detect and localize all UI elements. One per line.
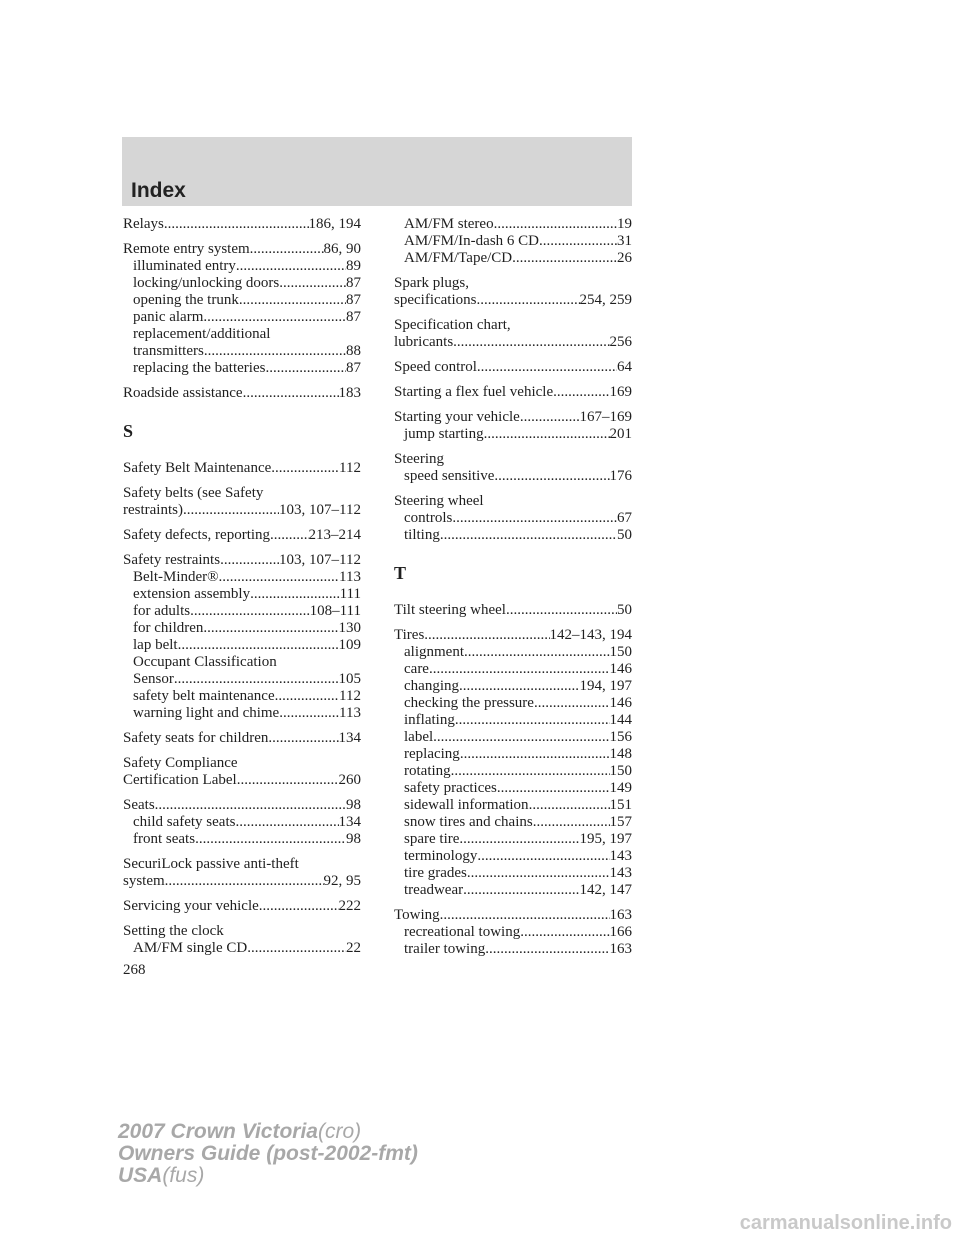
index-subentry [123, 275, 361, 292]
dot-leader [440, 907, 610, 924]
index-entry [123, 552, 361, 569]
entry-page-ref: 31 [617, 233, 632, 249]
dot-leader [268, 730, 338, 747]
dot-leader [440, 527, 617, 544]
index-subentry [394, 216, 632, 233]
index-subentry [123, 343, 361, 360]
entry-page-ref: 87 [346, 360, 361, 376]
dot-leader [235, 814, 338, 831]
index-entry [123, 460, 361, 477]
entry-term: controls [404, 510, 453, 526]
entry-term: care [404, 661, 429, 677]
dot-leader [459, 678, 580, 695]
entry-page-ref: 151 [609, 797, 632, 813]
entry-page-ref: 88 [346, 343, 361, 359]
index-subentry: Occupant Classification [133, 654, 277, 670]
dot-leader [520, 924, 609, 941]
dot-leader [453, 334, 609, 351]
index-subentry [123, 258, 361, 275]
entry-term: trailer towing [404, 941, 486, 957]
index-entry: Steering [394, 451, 444, 467]
entry-term: specifications [394, 292, 477, 308]
index-subentry [394, 763, 632, 780]
entry-term: transmitters [133, 343, 204, 359]
entry-page-ref: 112 [339, 688, 361, 704]
entry-page-ref: 89 [346, 258, 361, 274]
dot-leader [178, 637, 339, 654]
entry-term: speed sensitive [404, 468, 495, 484]
entry-term: replacing the batteries [133, 360, 266, 376]
entry-term: panic alarm [133, 309, 204, 325]
dot-leader [467, 865, 610, 882]
entry-page-ref: 19 [617, 216, 632, 232]
document-footer [118, 1121, 418, 1187]
entry-page-ref: 150 [609, 644, 632, 660]
dot-leader [506, 602, 617, 619]
index-entry [123, 216, 361, 233]
index-entry [394, 359, 632, 376]
index-entry [123, 797, 361, 814]
entry-page-ref: 144 [609, 712, 632, 728]
dot-leader [433, 729, 609, 746]
index-subentry [394, 831, 632, 848]
dot-leader [529, 797, 610, 814]
index-entry [394, 627, 632, 644]
entry-term: Seats [123, 797, 155, 813]
entry-page-ref: 142, 147 [579, 882, 632, 898]
entry-term: AM/FM/Tape/CD [404, 250, 513, 266]
entry-term: inflating [404, 712, 455, 728]
dot-leader [539, 233, 617, 250]
index-subentry [394, 468, 632, 485]
dot-leader [512, 250, 617, 267]
entry-term: AM/FM stereo [404, 216, 494, 232]
entry-page-ref: 64 [617, 359, 632, 375]
index-entry [123, 527, 361, 544]
footer-market: USA [118, 1164, 163, 1187]
index-column-right [394, 216, 632, 958]
index-subentry [123, 569, 361, 586]
index-entry [123, 730, 361, 747]
dot-leader [279, 705, 339, 722]
entry-term: AM/FM/In-dash 6 CD [404, 233, 540, 249]
entry-page-ref: 108–111 [309, 603, 361, 619]
entry-term: Roadside assistance [123, 385, 243, 401]
entry-page-ref: 169 [609, 384, 632, 400]
index-subentry [394, 661, 632, 678]
index-subentry [123, 671, 361, 688]
dot-leader [220, 552, 279, 569]
dot-leader [279, 275, 346, 292]
entry-term: Servicing your vehicle [123, 898, 259, 914]
dot-leader [250, 241, 324, 258]
index-entry [123, 385, 361, 402]
dot-leader [520, 409, 580, 426]
footer-guide: Owners Guide (post-2002-fmt) [118, 1142, 418, 1165]
entry-term: Starting a flex fuel vehicle [394, 384, 554, 400]
entry-page-ref: 103, 107–112 [279, 502, 361, 518]
index-subentry [123, 831, 361, 848]
entry-term: Tires [394, 627, 425, 643]
dot-leader [459, 831, 579, 848]
entry-term: recreational towing [404, 924, 521, 940]
entry-term: Safety restraints [123, 552, 221, 568]
index-entry: Steering wheel [394, 493, 484, 509]
dot-leader [271, 460, 339, 477]
index-subentry [394, 865, 632, 882]
dot-leader [183, 502, 279, 519]
entry-page-ref: 146 [609, 661, 632, 677]
index-entry [123, 898, 361, 915]
entry-page-ref: 22 [346, 940, 361, 956]
dot-leader [203, 620, 338, 637]
entry-page-ref: 50 [617, 602, 632, 618]
index-section-letter: S [123, 421, 134, 441]
index-entry [394, 384, 632, 401]
index-subentry [394, 712, 632, 729]
entry-page-ref: 112 [339, 460, 361, 476]
entry-page-ref: 105 [338, 671, 361, 687]
index-subentry: replacement/additional [133, 326, 271, 342]
entry-page-ref: 87 [346, 309, 361, 325]
dot-leader [460, 746, 610, 763]
dot-leader [477, 848, 609, 865]
dot-leader [174, 671, 339, 688]
index-entry [394, 334, 632, 351]
entry-term: safety belt maintenance [133, 688, 275, 704]
entry-page-ref: 166 [609, 924, 632, 940]
entry-term: spare tire [404, 831, 460, 847]
entry-page-ref: 92, 95 [323, 873, 361, 889]
entry-term: system [123, 873, 165, 889]
entry-page-ref: 254, 259 [579, 292, 632, 308]
entry-page-ref: 87 [346, 275, 361, 291]
entry-page-ref: 176 [609, 468, 632, 484]
entry-page-ref: 130 [338, 620, 361, 636]
entry-page-ref: 195, 197 [579, 831, 632, 847]
entry-term: Safety Belt Maintenance [123, 460, 272, 476]
entry-term: jump starting [404, 426, 484, 442]
index-subentry [123, 688, 361, 705]
dot-leader [476, 292, 579, 309]
watermark: carmanualsonline.info [739, 1212, 952, 1234]
dot-leader [247, 940, 346, 957]
index-subentry [394, 780, 632, 797]
entry-term: for adults [133, 603, 191, 619]
index-entry: Specification chart, [394, 317, 511, 333]
index-entry [123, 502, 361, 519]
entry-term: tire grades [404, 865, 467, 881]
dot-leader [265, 360, 346, 377]
entry-page-ref: 26 [617, 250, 632, 266]
dot-leader [494, 216, 617, 233]
dot-leader [155, 797, 346, 814]
entry-term: child safety seats [133, 814, 236, 830]
index-entry: Spark plugs, [394, 275, 469, 291]
index-subentry [394, 941, 632, 958]
entry-term: lubricants [394, 334, 454, 350]
dot-leader [429, 661, 610, 678]
entry-page-ref: 156 [609, 729, 632, 745]
footer-model: 2007 Crown Victoria [118, 1120, 318, 1143]
entry-term: checking the pressure [404, 695, 534, 711]
index-subentry [123, 940, 361, 957]
index-subentry [394, 250, 632, 267]
index-entry: Safety belts (see Safety [123, 485, 264, 501]
index-subentry [123, 586, 361, 603]
entry-page-ref: 183 [338, 385, 361, 401]
dot-leader [236, 258, 346, 275]
entry-page-ref: 143 [609, 865, 632, 881]
entry-term: Starting your vehicle [394, 409, 520, 425]
entry-term: Certification Label [123, 772, 237, 788]
entry-term: Safety defects, reporting [123, 527, 271, 543]
index-entry: Safety Compliance [123, 755, 238, 771]
index-subentry [394, 746, 632, 763]
entry-page-ref: 134 [338, 814, 361, 830]
entry-term: tilting [404, 527, 440, 543]
index-subentry [123, 705, 361, 722]
dot-leader [239, 292, 346, 309]
dot-leader [533, 814, 610, 831]
entry-term: Tilt steering wheel [394, 602, 506, 618]
entry-term: lap belt [133, 637, 178, 653]
entry-term: Towing [394, 907, 440, 923]
dot-leader [195, 831, 346, 848]
dot-leader [259, 898, 339, 915]
dot-leader [190, 603, 310, 620]
dot-leader [455, 712, 610, 729]
entry-page-ref: 194, 197 [579, 678, 632, 694]
entry-page-ref: 222 [338, 898, 361, 914]
entry-term: front seats [133, 831, 196, 847]
entry-page-ref: 201 [609, 426, 632, 442]
index-subentry [394, 924, 632, 941]
index-subentry [123, 360, 361, 377]
entry-page-ref: 134 [338, 730, 361, 746]
entry-page-ref: 111 [339, 586, 361, 602]
entry-term: Safety seats for children [123, 730, 269, 746]
index-subentry [394, 695, 632, 712]
dot-leader [219, 569, 340, 586]
index-entry [394, 907, 632, 924]
index-entry [123, 772, 361, 789]
index-subentry [394, 678, 632, 695]
entry-page-ref: 213–214 [308, 527, 361, 543]
index-entry [123, 241, 361, 258]
entry-term: extension assembly [133, 586, 251, 602]
index-subentry [394, 882, 632, 899]
index-section-letter: T [394, 563, 407, 583]
index-subentry [123, 309, 361, 326]
entry-page-ref: 256 [609, 334, 632, 350]
entry-term: warning light and chime [133, 705, 280, 721]
index-subentry [123, 292, 361, 309]
index-subentry [123, 814, 361, 831]
entry-page-ref: 50 [617, 527, 632, 543]
index-subentry [394, 848, 632, 865]
entry-term: for children [133, 620, 204, 636]
entry-page-ref: 163 [609, 907, 632, 923]
entry-term: AM/FM single CD [133, 940, 248, 956]
dot-leader [204, 343, 346, 360]
index-subentry [123, 603, 361, 620]
entry-term: label [404, 729, 434, 745]
index-subentry [123, 637, 361, 654]
index-entry [394, 602, 632, 619]
entry-page-ref: 150 [609, 763, 632, 779]
entry-page-ref: 186, 194 [308, 216, 361, 232]
entry-page-ref: 98 [346, 797, 361, 813]
entry-term: replacing [404, 746, 460, 762]
entry-page-ref: 142–143, 194 [549, 627, 632, 643]
entry-page-ref: 113 [339, 569, 361, 585]
entry-term: Speed control [394, 359, 477, 375]
index-subentry [394, 729, 632, 746]
entry-page-ref: 143 [609, 848, 632, 864]
entry-page-ref: 109 [338, 637, 361, 653]
index-entry [123, 873, 361, 890]
dot-leader [165, 873, 324, 890]
index-subentry [394, 814, 632, 831]
index-subentry [394, 510, 632, 527]
dot-leader [477, 359, 617, 376]
entry-term: safety practices [404, 780, 497, 796]
entry-term: restraints) [123, 502, 183, 518]
entry-term: illuminated entry [133, 258, 236, 274]
index-entry: SecuriLock passive anti-theft [123, 856, 299, 872]
entry-page-ref: 163 [609, 941, 632, 957]
entry-page-ref: 98 [346, 831, 361, 847]
dot-leader [270, 527, 308, 544]
entry-page-ref: 260 [338, 772, 361, 788]
footer-model-code: (cro) [317, 1120, 362, 1143]
dot-leader [203, 309, 346, 326]
dot-leader [164, 216, 309, 233]
entry-page-ref: 157 [609, 814, 632, 830]
entry-page-ref: 149 [609, 780, 632, 796]
index-subentry [394, 426, 632, 443]
index-entry [394, 409, 632, 426]
entry-term: Remote entry system [123, 241, 250, 257]
dot-leader [534, 695, 610, 712]
entry-term: Relays [123, 216, 164, 232]
dot-leader [484, 426, 610, 443]
entry-term: changing [404, 678, 459, 694]
entry-term: terminology [404, 848, 478, 864]
entry-page-ref: 148 [609, 746, 632, 762]
index-subentry [394, 233, 632, 250]
index-column-left [123, 216, 361, 957]
dot-leader [243, 385, 339, 402]
dot-leader [250, 586, 340, 603]
dot-leader [553, 384, 609, 401]
index-entry [394, 292, 632, 309]
entry-term: alignment [404, 644, 464, 660]
entry-page-ref: 86, 90 [323, 241, 361, 257]
entry-term: Sensor [133, 671, 174, 687]
index-subentry [394, 797, 632, 814]
dot-leader [485, 941, 609, 958]
entry-term: rotating [404, 763, 451, 779]
index-subentry [123, 620, 361, 637]
entry-page-ref: 87 [346, 292, 361, 308]
entry-term: locking/unlocking doors [133, 275, 280, 291]
footer-market-code: (fus) [162, 1164, 205, 1187]
page-title: Index [131, 179, 186, 202]
index-subentry [394, 644, 632, 661]
entry-page-ref: 103, 107–112 [279, 552, 361, 568]
entry-page-ref: 167–169 [579, 409, 632, 425]
dot-leader [237, 772, 339, 789]
entry-term: snow tires and chains [404, 814, 533, 830]
index-subentry [394, 527, 632, 544]
entry-page-ref: 146 [609, 695, 632, 711]
header-band [122, 137, 632, 206]
entry-term: Belt-Minder® [133, 569, 219, 585]
entry-term: sidewall information [404, 797, 529, 813]
dot-leader [494, 468, 609, 485]
index-entry: Setting the clock [123, 923, 224, 939]
dot-leader [275, 688, 339, 705]
dot-leader [452, 510, 617, 527]
entry-page-ref: 67 [617, 510, 632, 526]
page-number: 268 [123, 962, 146, 978]
dot-leader [497, 780, 610, 797]
dot-leader [463, 882, 579, 899]
dot-leader [451, 763, 610, 780]
dot-leader [464, 644, 610, 661]
entry-term: treadwear [404, 882, 464, 898]
dot-leader [424, 627, 549, 644]
entry-page-ref: 113 [339, 705, 361, 721]
entry-term: opening the trunk [133, 292, 239, 308]
